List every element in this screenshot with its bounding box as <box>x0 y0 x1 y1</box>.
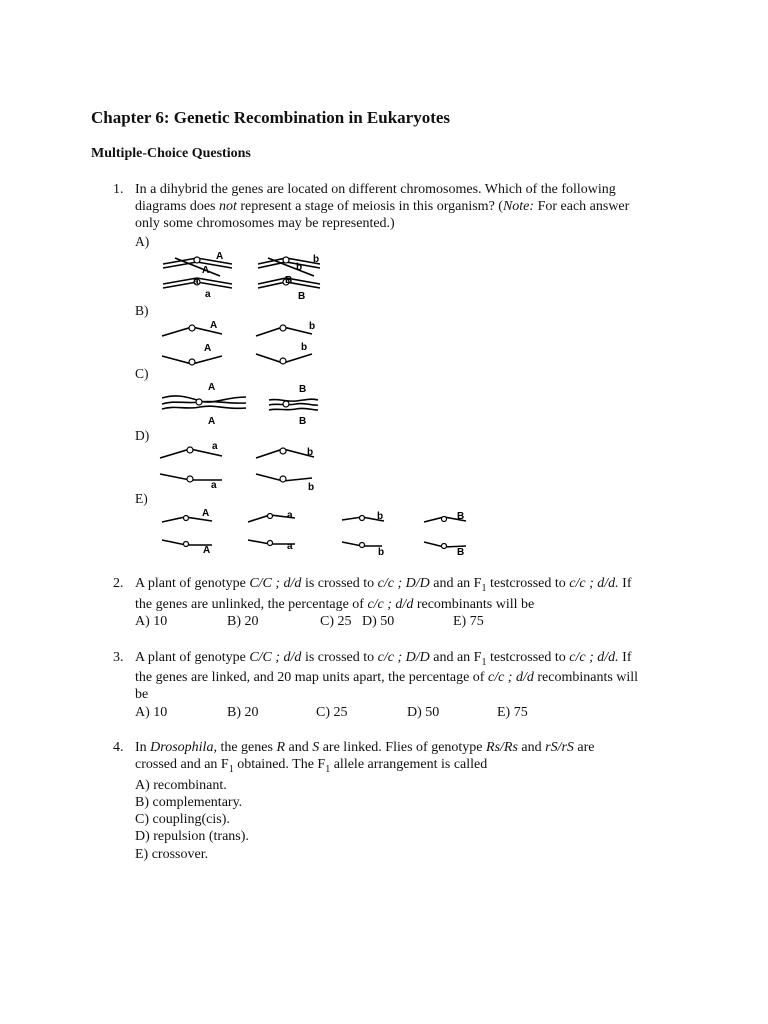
q1-option-a-label: A) <box>135 234 150 249</box>
svg-text:b: b <box>313 254 320 265</box>
diagram-e-3 <box>342 511 384 558</box>
diagram-d-left <box>160 441 222 491</box>
diagram-e-4 <box>424 511 466 558</box>
svg-text:a: a <box>287 510 293 521</box>
q2-line2: the genes are unlinked, the percentage of c/c ; d/d recombinants will be <box>135 597 535 612</box>
q4-number: 4. <box>113 740 124 755</box>
svg-text:B: B <box>285 275 293 286</box>
q1-option-d-label: D) <box>135 428 150 443</box>
q4-answer-a: A) recombinant. <box>135 778 227 793</box>
svg-text:B: B <box>457 547 465 558</box>
svg-text:b: b <box>307 447 314 458</box>
svg-text:B: B <box>299 416 307 427</box>
svg-text:A: A <box>204 343 212 354</box>
svg-text:a: a <box>212 441 218 452</box>
q4-line1: In Drosophila, the genes R and S are linked. Flies of genotype Rs/Rs and rS/rS are <box>135 740 595 755</box>
svg-text:B: B <box>298 291 306 302</box>
diagram-a-left <box>163 251 232 300</box>
diagram-d-right <box>256 447 314 493</box>
svg-text:A: A <box>202 508 210 519</box>
svg-text:b: b <box>296 262 303 273</box>
q3-number: 3. <box>113 650 124 665</box>
q2-line1: A plant of genotype C/C ; d/d is crossed to c/c ; D/D and an $F_1$ testcrossed to c/c ; d/d. If <box>135 576 632 594</box>
svg-text:B: B <box>457 511 465 522</box>
svg-text:b: b <box>301 342 308 353</box>
diagram-b-right <box>256 321 315 364</box>
q2-answer-d: D) 50 <box>362 614 395 629</box>
svg-text:B: B <box>299 384 307 395</box>
svg-text:a: a <box>193 276 199 287</box>
svg-text:b: b <box>309 321 316 332</box>
q1-option-c-label: C) <box>135 366 149 381</box>
q3-line2: the genes are linked, and 20 map units apart, the percentage of c/c ; d/d recombinants will <box>135 670 639 685</box>
q2-answer-e: E) 75 <box>453 614 484 629</box>
svg-text:b: b <box>377 511 384 522</box>
diagram-e-1 <box>162 508 212 556</box>
svg-text:b: b <box>308 482 315 493</box>
q3-answer-b: B) 20 <box>227 705 259 720</box>
q1-line3: only some chromosomes may be represented.) <box>135 216 395 231</box>
q4-answer-b: B) complementary. <box>135 795 243 810</box>
q3-answer-a: A) 10 <box>135 705 168 720</box>
svg-text:A: A <box>208 416 216 427</box>
svg-text:a: a <box>205 289 211 300</box>
q1-number: 1. <box>113 182 124 197</box>
q4-answer-d: D) repulsion (trans). <box>135 829 249 844</box>
label-allele: A <box>216 251 224 262</box>
page-title: Chapter 6: Genetic Recombination in Eukaryotes <box>91 108 451 127</box>
q2-answer-b: B) 20 <box>227 614 259 629</box>
diagram-c-left <box>162 382 246 427</box>
q1-line2: diagrams does not represent a stage of meiosis in this organism? (Note: For each answer <box>135 199 630 214</box>
diagram-e-2 <box>248 510 295 552</box>
q1-line1: In a dihybrid the genes are located on different chromosomes. Which of the following <box>135 182 616 197</box>
q4-answer-e: E) crossover. <box>135 847 209 862</box>
q2-answer-c: C) 25 <box>320 614 352 629</box>
q3-answer-d: D) 50 <box>407 705 440 720</box>
q1-option-b-label: B) <box>135 303 149 318</box>
svg-text:A: A <box>210 320 218 331</box>
svg-text:b: b <box>378 547 385 558</box>
diagram-b-left <box>162 320 222 365</box>
svg-text:a: a <box>287 541 293 552</box>
q3-line1: A plant of genotype C/C ; d/d is crossed to c/c ; D/D and an $F_1$ testcrossed to c/c ; d/d. If <box>135 650 632 668</box>
svg-text:A: A <box>208 382 216 393</box>
section-subtitle: Multiple-Choice Questions <box>91 146 251 161</box>
diagram-c-right <box>269 384 318 427</box>
q3-answer-c: C) 25 <box>316 705 348 720</box>
svg-text:A: A <box>203 545 211 556</box>
svg-text:a: a <box>211 480 217 491</box>
q4-line2: crossed and an $F_1$ obtained. The $F_1$ allele arrangement is called <box>135 757 488 775</box>
q4-answer-c: C) coupling(cis). <box>135 812 230 827</box>
q3-line3: be <box>135 687 149 702</box>
q3-answer-e: E) 75 <box>497 705 528 720</box>
diagram-a-right <box>258 254 320 302</box>
q2-number: 2. <box>113 576 124 591</box>
svg-text:A: A <box>202 265 210 276</box>
q1-option-e-label: E) <box>135 491 148 506</box>
q2-answer-a: A) 10 <box>135 614 168 629</box>
